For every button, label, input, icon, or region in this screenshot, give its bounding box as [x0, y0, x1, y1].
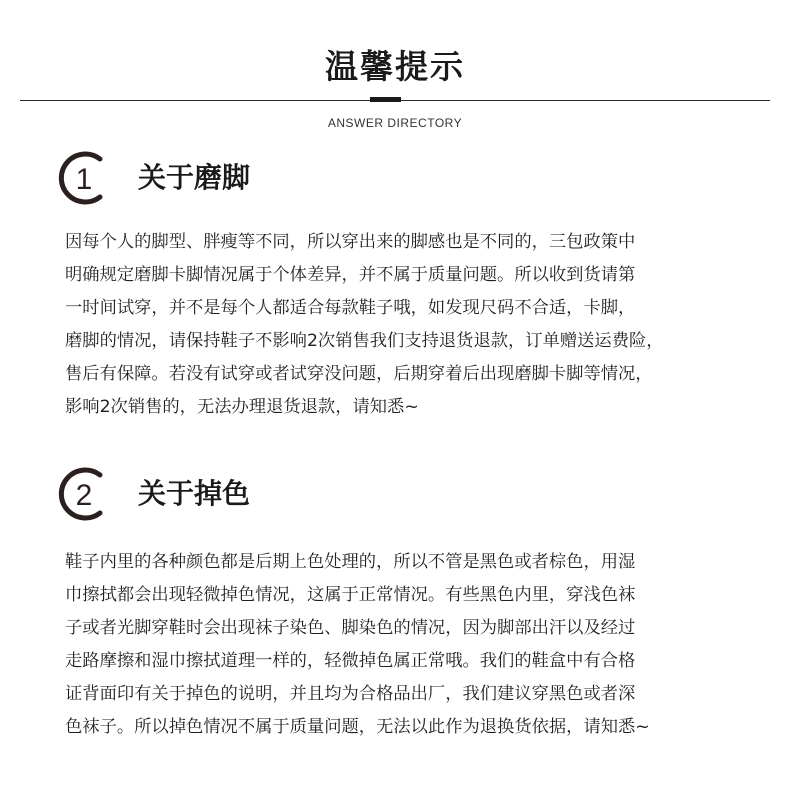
section-number: 1	[75, 163, 93, 196]
body-line: 明确规定磨脚卡脚情况属于个体差异，并不属于质量问题。所以收到货请第	[65, 265, 636, 285]
page-title: 温馨提示	[325, 47, 465, 86]
body-line: 色袜子。所以掉色情况不属于质量问题，无法以此作为退换货依据，请知悉~	[65, 717, 650, 737]
body-line: 巾擦拭都会出现轻微掉色情况，这属于正常情况。有些黑色内里，穿浅色袜	[65, 585, 636, 605]
body-line: 鞋子内里的各种颜色都是后期上色处理的，所以不管是黑色或者棕色，用湿	[65, 552, 636, 572]
body-line: 走路摩擦和湿巾擦拭道理一样的，轻微掉色属正常哦。我们的鞋盒中有合格	[65, 651, 636, 671]
section-title: 关于磨脚	[138, 161, 251, 194]
section-2-body	[65, 546, 725, 744]
body-line: 磨脚的情况，请保持鞋子不影响2次销售我们支持退货退款，订单赠送运费险，	[65, 331, 664, 351]
body-line: 影响2次销售的，无法办理退货退款，请知悉~	[65, 397, 419, 417]
title-divider-accent	[370, 97, 401, 102]
section-1-body	[65, 226, 725, 424]
body-line: 证背面印有关于掉色的说明，并且均为合格品出厂，我们建议穿黑色或者深	[65, 684, 636, 704]
body-line: 子或者光脚穿鞋时会出现袜子染色、脚染色的情况，因为脚部出汗以及经过	[65, 618, 636, 638]
body-line: 售后有保障。若没有试穿或者试穿没问题，后期穿着后出现磨脚卡脚等情况，	[65, 364, 653, 384]
body-line: 一时间试穿，并不是每个人都适合每款鞋子哦，如发现尺码不合适，卡脚，	[65, 298, 636, 318]
body-line: 因每个人的脚型、胖瘦等不同，所以穿出来的脚感也是不同的，三包政策中	[65, 232, 636, 252]
number-circle-icon	[54, 467, 114, 521]
page-subtitle: ANSWER DIRECTORY	[327, 116, 463, 130]
section-title: 关于掉色	[138, 477, 251, 510]
section-number: 2	[75, 479, 93, 512]
number-circle-icon	[54, 151, 114, 205]
